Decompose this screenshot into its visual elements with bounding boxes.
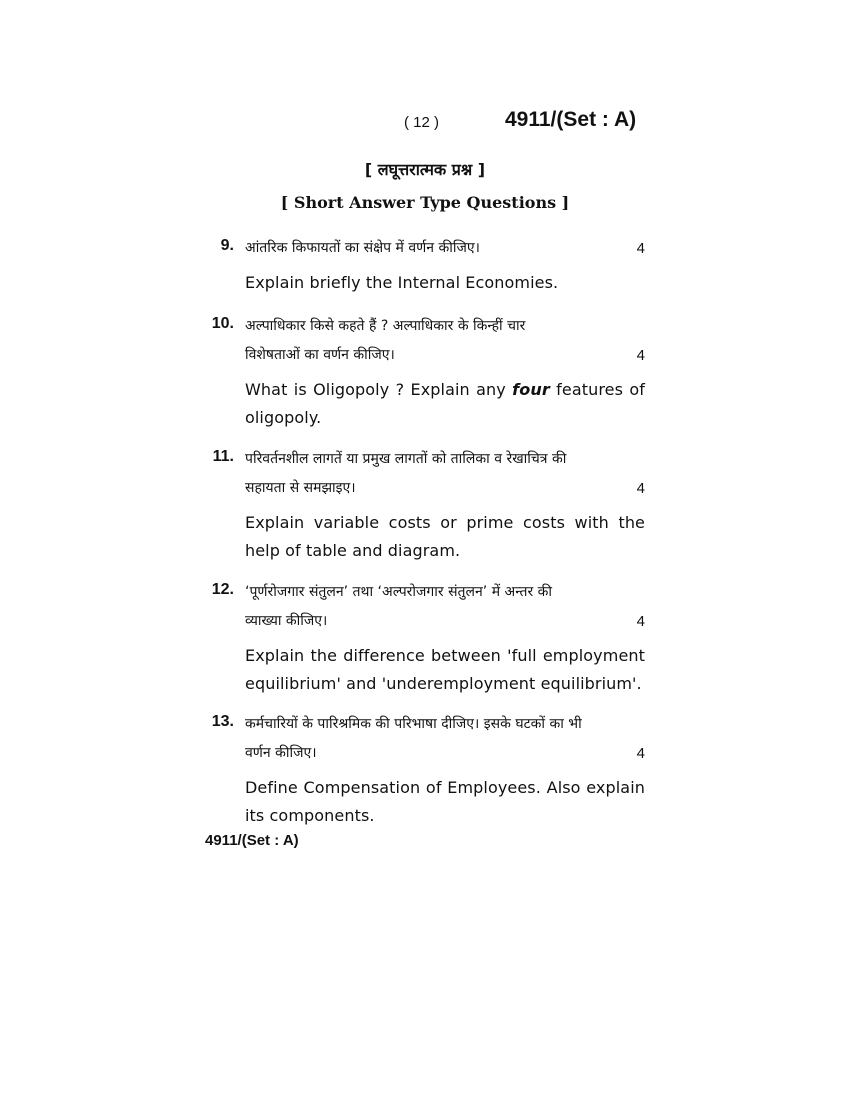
hindi-line: कर्मचारियों के पारिश्रमिक की परिभाषा दीजिए। इसके घटकों का भी bbox=[245, 716, 582, 732]
section-title-hindi: [ लघूत्तरात्मक प्रश्न ] bbox=[364, 160, 486, 179]
question-english: Define Compensation of Employees. Also explain its components. bbox=[245, 778, 645, 825]
english-emphasis: four bbox=[512, 380, 550, 399]
page-number: ( 12 ) bbox=[404, 114, 440, 131]
hindi-line: व्याख्या कीजिए। bbox=[245, 613, 328, 629]
question-marks: 4 bbox=[636, 240, 645, 257]
question-marks: 4 bbox=[636, 347, 645, 364]
question-english: Explain variable costs or prime costs with the help of table and diagram. bbox=[245, 513, 645, 560]
question-marks: 4 bbox=[636, 480, 645, 497]
question-number: 12. bbox=[211, 581, 234, 598]
question-body bbox=[245, 578, 645, 698]
paper-code-header: 4911/(Set : A) bbox=[505, 108, 637, 131]
paper-code-footer: 4911/(Set : A) bbox=[205, 832, 299, 849]
question-number: 9. bbox=[220, 237, 234, 254]
english-text: What is Oligopoly ? Explain any bbox=[245, 380, 513, 399]
question-body bbox=[245, 312, 645, 432]
hindi-line: वर्णन कीजिए। bbox=[245, 745, 317, 761]
question-body bbox=[245, 710, 645, 830]
hindi-line: अल्पाधिकार किसे कहते हैं ? अल्पाधिकार के किन्हीं चार bbox=[245, 318, 526, 334]
hindi-line: आंतरिक किफायतों का संक्षेप में वर्णन कीजिए। bbox=[245, 240, 480, 256]
question-marks: 4 bbox=[636, 745, 645, 762]
question-hindi bbox=[245, 234, 645, 263]
question-number: 11. bbox=[212, 448, 234, 465]
question-hindi bbox=[245, 445, 645, 503]
question-hindi bbox=[245, 578, 645, 636]
hindi-line: विशेषताओं का वर्णन कीजिए। bbox=[245, 347, 395, 363]
question-marks: 4 bbox=[636, 613, 645, 630]
question-body bbox=[245, 445, 645, 565]
question-hindi bbox=[245, 312, 645, 370]
question-body bbox=[245, 234, 645, 297]
question-english bbox=[245, 376, 645, 432]
question-english: Explain the difference between 'full employment equilibrium' and 'underemployment equilibrium'. bbox=[245, 646, 645, 693]
section-title-english: [ Short Answer Type Questions ] bbox=[280, 193, 570, 212]
english-text: features of oligopoly. bbox=[245, 380, 645, 427]
question-hindi bbox=[245, 710, 645, 768]
question-number: 13. bbox=[211, 713, 234, 730]
hindi-line: सहायता से समझाइए। bbox=[245, 480, 356, 496]
question-number: 10. bbox=[211, 315, 234, 332]
question-english: Explain briefly the Internal Economies. bbox=[245, 273, 559, 292]
hindi-line: परिवर्तनशील लागतें या प्रमुख लागतों को तालिका व रेखाचित्र की bbox=[245, 451, 567, 467]
hindi-line: ‘पूर्णरोजगार संतुलन’ तथा ‘अल्परोजगार संतुलन’ में अन्तर की bbox=[245, 584, 553, 600]
